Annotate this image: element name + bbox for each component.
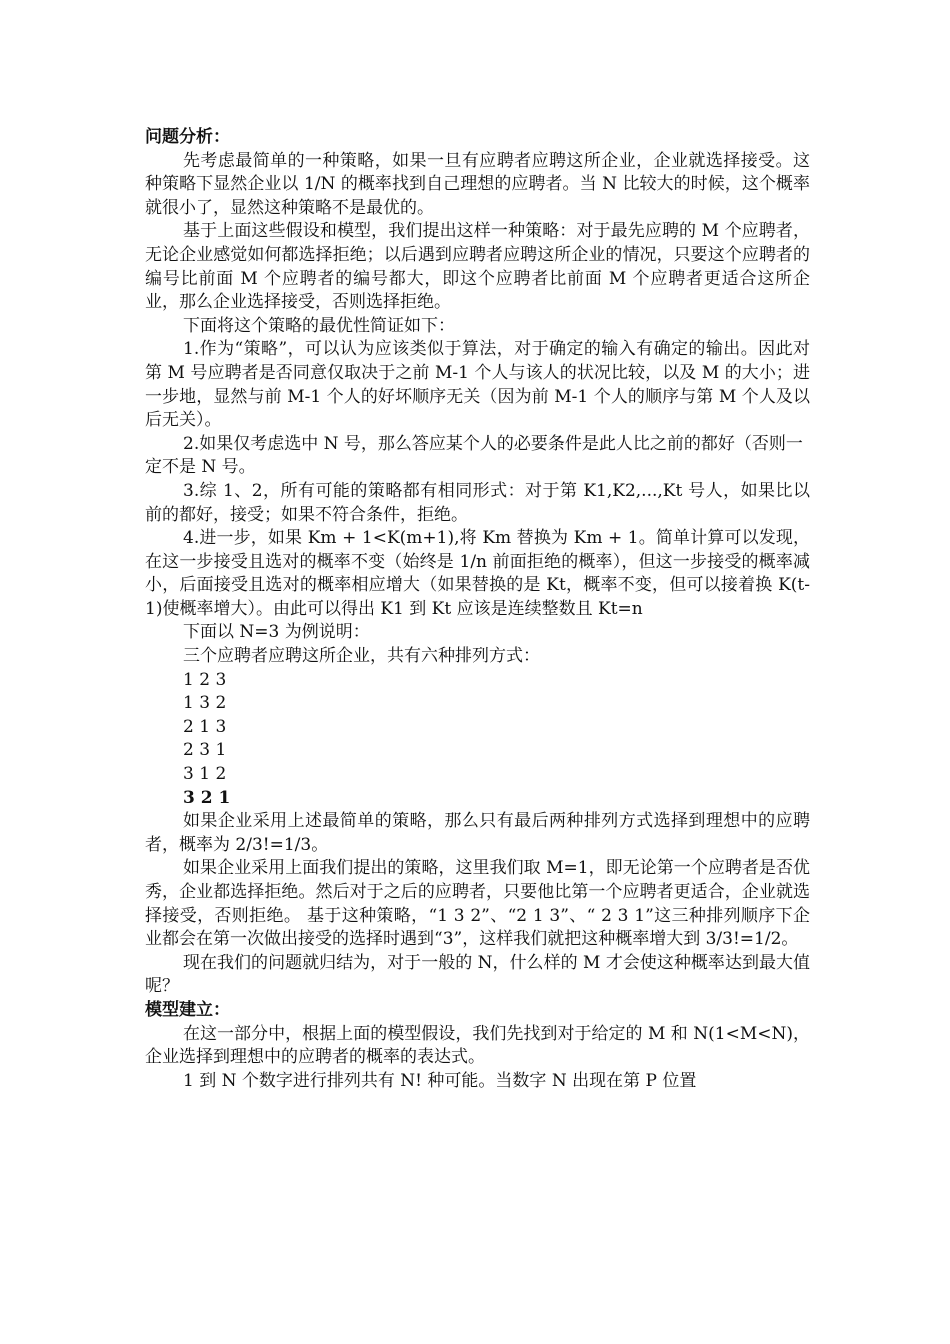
paragraph: 先考虑最简单的一种策略，如果一旦有应聘者应聘这所企业，企业就选择接受。这种策略下显然企业以 1/N 的概率找到自己理想的应聘者。当 N 比较大的时候，这个概率就很小了，显然这种策略不是最优的。 bbox=[145, 150, 810, 218]
permutation-line: 3 1 2 bbox=[183, 764, 227, 785]
permutation-line: 2 3 1 bbox=[183, 740, 227, 761]
paragraph: 如果企业采用上述最简单的策略，那么只有最后两种排列方式选择到理想中的应聘者，概率为 2/3!=1/3。 bbox=[145, 811, 810, 855]
paragraph: 1 到 N 个数字进行排列共有 N! 种可能。当数字 N 出现在第 P 位置 bbox=[183, 1070, 697, 1091]
permutation-line: 1 3 2 bbox=[183, 693, 227, 714]
paragraph: 基于上面这些假设和模型，我们提出这样一种策略：对于最先应聘的 M 个应聘者，无论企业感觉如何都选择拒绝；以后遇到应聘者应聘这所企业的情况，只要这个应聘者的编号比前面 M 个应聘者的编号都大，即这个应聘者比前面 M 个应聘者更适合这所企业，那么企业选择接受，否则选择拒绝。 bbox=[145, 221, 810, 313]
proof-point-3: 3.综 1、2，所有可能的策略都有相同形式：对于第 K1,K2,...,Kt 号人，如果比以前的都好，接受；如果不符合条件，拒绝。 bbox=[145, 480, 810, 525]
section-heading-analysis: 问题分析： bbox=[145, 127, 230, 147]
paragraph: 下面以 N=3 为例说明： bbox=[183, 622, 370, 643]
proof-point-2-continued: 定不是 N 号。 bbox=[145, 457, 256, 478]
paragraph: 三个应聘者应聘这所企业，共有六种排列方式： bbox=[183, 646, 540, 667]
proof-point-4: 4.进一步，如果 Km + 1<K(m+1),将 Km 替换为 Km + 1。简单计算可以发现，在这一步接受且选对的概率不变（始终是 1/n 前面拒绝的概率），但这一步接受的概率减小，后面接受且选对的概率相应增大（如果替换的是 Kt，概率不变，但可以接着换 K(t-1)使概率增大）。由此可以得出 K1 到 Kt 应该是连续整数且 Kt=n bbox=[145, 528, 810, 619]
proof-point-1: 1.作为“策略”，可以认为应该类似于算法，对于确定的输入有确定的输出。因此对第 M 号应聘者是否同意仅取决于之前 M-1 个人与该人的状况比较，以及 M 的大小；进一步地，显然与前 M-1 个人的好坏顺序无关（因为前 M-1 个人的顺序与第 M 个人及以后无关）。 bbox=[145, 339, 810, 431]
paragraph: 在这一部分中，根据上面的模型假设，我们先找到对于给定的 M 和 N(1<M<N)，企业选择到理想中的应聘者的概率的表达式。 bbox=[145, 1023, 810, 1068]
document-page bbox=[145, 126, 810, 1093]
proof-point-2: 2.如果仅考虑选中 N 号，那么答应某个人的必要条件是此人比之前的都好（否则一 bbox=[183, 433, 803, 454]
section-heading-model: 模型建立： bbox=[145, 999, 230, 1020]
permutation-line: 1 2 3 bbox=[183, 669, 227, 690]
paragraph: 如果企业采用上面我们提出的策略，这里我们取 M=1，即无论第一个应聘者是否优秀，企业都选择拒绝。然后对于之后的应聘者，只要他比第一个应聘者更适合，企业就选择接受，否则拒绝。 基于这种策略，“1 3 2”、“2 1 3”、“ 2 3 1”这三种排列顺序下企业都会在第一次做出接受的选择时遇到“3”，这样我们就把这种概率增大到 3/3!=1/2。 bbox=[145, 858, 810, 950]
paragraph: 现在我们的问题就归结为，对于一般的 N，什么样的 M 才会使这种概率达到最大值呢？ bbox=[145, 952, 810, 997]
paragraph: 下面将这个策略的最优性简证如下： bbox=[183, 315, 455, 336]
permutation-line: 2 1 3 bbox=[183, 716, 227, 737]
permutation-line: 3 2 1 bbox=[183, 787, 231, 808]
